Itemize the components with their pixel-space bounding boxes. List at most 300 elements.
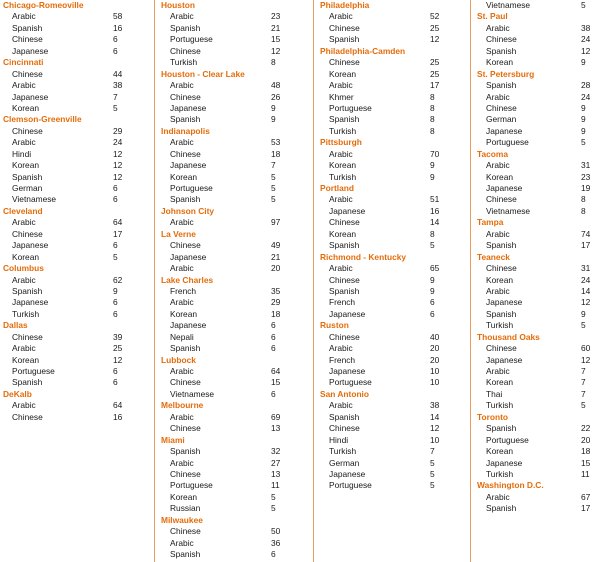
language-name: Spanish — [486, 308, 517, 319]
language-row — [161, 332, 313, 343]
language-row — [477, 366, 600, 377]
language-count: 5 — [430, 240, 435, 251]
city-heading: Thousand Oaks — [477, 331, 540, 342]
language-name: Spanish — [486, 80, 517, 91]
language-row — [161, 503, 313, 514]
city-group — [161, 69, 313, 126]
language-row — [161, 103, 313, 114]
language-row — [320, 57, 470, 68]
language-count: 38 — [113, 80, 123, 91]
language-count: 6 — [113, 45, 118, 56]
language-count: 67 — [581, 491, 591, 502]
language-row — [161, 469, 313, 480]
city-group — [161, 400, 313, 434]
language-name: Arabic — [170, 537, 194, 548]
language-row — [161, 458, 313, 469]
city-heading: Tampa — [477, 217, 504, 228]
language-count: 5 — [271, 194, 276, 205]
language-row — [320, 240, 470, 251]
language-name: Japanese — [329, 205, 366, 216]
language-row — [320, 206, 470, 217]
language-name: Japanese — [170, 102, 207, 113]
language-name: Portuguese — [329, 377, 372, 388]
city-heading: Ruston — [320, 320, 349, 331]
language-name: Arabic — [170, 263, 194, 274]
language-name: Korean — [486, 377, 514, 388]
language-name: Chinese — [12, 411, 43, 422]
language-row — [320, 435, 470, 446]
language-name: Arabic — [329, 148, 353, 159]
language-count: 62 — [113, 274, 123, 285]
city-group — [3, 57, 154, 114]
language-count: 9 — [430, 171, 435, 182]
language-name: German — [486, 114, 517, 125]
city-heading: Melbourne — [161, 400, 204, 411]
language-count: 6 — [271, 343, 276, 354]
city-heading: Houston - Clear Lake — [161, 68, 245, 79]
language-row — [320, 423, 470, 434]
language-count: 9 — [581, 57, 586, 68]
language-count: 6 — [113, 194, 118, 205]
language-name: Chinese — [329, 274, 360, 285]
language-row — [320, 194, 470, 205]
language-name: Arabic — [329, 400, 353, 411]
language-row — [320, 172, 470, 183]
language-name: Portuguese — [329, 480, 372, 491]
language-row — [3, 46, 154, 57]
language-row — [320, 366, 470, 377]
language-count: 12 — [113, 354, 123, 365]
city-heading: Philadelphia-Camden — [320, 45, 406, 56]
language-count: 17 — [581, 503, 591, 514]
language-name: French — [329, 297, 356, 308]
language-count: 31 — [581, 160, 591, 171]
language-count: 5 — [581, 320, 586, 331]
language-count: 9 — [581, 125, 586, 136]
language-count: 22 — [581, 423, 591, 434]
language-row — [320, 458, 470, 469]
language-count: 6 — [113, 183, 118, 193]
language-name: Spanish — [329, 34, 360, 45]
language-count: 20 — [430, 354, 440, 365]
city-group — [161, 275, 313, 355]
language-name: Spanish — [486, 240, 517, 251]
language-name: German — [12, 183, 43, 193]
language-row — [320, 34, 470, 45]
language-count: 97 — [271, 217, 281, 228]
language-row — [320, 114, 470, 125]
language-name: Vietnamese — [12, 194, 57, 205]
language-count: 5 — [271, 171, 276, 182]
language-row — [161, 80, 313, 91]
language-row — [3, 11, 154, 22]
language-name: Chinese — [486, 194, 517, 205]
language-row — [477, 126, 600, 137]
language-row — [161, 194, 313, 205]
language-row — [161, 423, 313, 434]
language-row — [320, 103, 470, 114]
language-row — [161, 11, 313, 22]
language-count: 8 — [271, 57, 276, 68]
language-count: 5 — [271, 503, 276, 514]
language-row — [161, 492, 313, 503]
language-count: 13 — [271, 468, 281, 479]
language-row — [3, 309, 154, 320]
city-heading: Lubbock — [161, 354, 196, 365]
language-row — [161, 389, 313, 400]
language-row — [477, 183, 600, 194]
language-row — [320, 446, 470, 457]
language-count: 15 — [271, 34, 281, 45]
language-row — [477, 377, 600, 388]
language-count: 39 — [113, 331, 123, 342]
language-count: 9 — [430, 160, 435, 171]
city-heading: Milwaukee — [161, 514, 203, 525]
language-name: Chinese — [486, 34, 517, 45]
language-count: 25 — [113, 343, 123, 354]
language-count: 74 — [581, 228, 591, 239]
language-count: 36 — [271, 537, 281, 548]
language-row — [477, 469, 600, 480]
language-row — [161, 46, 313, 57]
language-count: 18 — [581, 446, 591, 457]
language-count: 16 — [113, 411, 123, 422]
language-row — [477, 46, 600, 57]
language-name: Spanish — [170, 194, 201, 205]
language-count: 48 — [271, 80, 281, 91]
language-count: 64 — [113, 400, 123, 411]
language-name: Portuguese — [170, 183, 213, 193]
language-name: Portuguese — [170, 480, 213, 491]
language-count: 10 — [430, 377, 440, 388]
language-row — [161, 446, 313, 457]
language-name: Arabic — [170, 80, 194, 91]
language-name: Chinese — [486, 343, 517, 354]
language-count: 23 — [581, 171, 591, 182]
language-row — [161, 366, 313, 377]
language-row — [477, 240, 600, 251]
language-row — [477, 229, 600, 240]
language-count: 14 — [430, 411, 440, 422]
city-group — [3, 0, 154, 57]
language-count: 9 — [113, 285, 118, 296]
language-row — [3, 34, 154, 45]
language-row — [477, 206, 600, 217]
language-name: Arabic — [486, 91, 510, 102]
language-row — [477, 297, 600, 308]
language-count: 13 — [271, 423, 281, 434]
language-name: Arabic — [12, 400, 36, 411]
language-row — [161, 377, 313, 388]
language-name: Portuguese — [486, 434, 529, 445]
language-name: Japanese — [12, 240, 49, 251]
language-name: Spanish — [329, 114, 360, 125]
language-count: 6 — [271, 388, 276, 399]
language-row — [161, 343, 313, 354]
language-count: 10 — [430, 434, 440, 445]
language-name: Chinese — [170, 240, 201, 251]
table-column — [161, 0, 314, 562]
language-name: Chinese — [170, 423, 201, 434]
language-count: 6 — [113, 240, 118, 251]
language-count: 16 — [113, 22, 123, 33]
language-name: Japanese — [12, 297, 49, 308]
language-name: Arabic — [329, 194, 353, 205]
language-count: 9 — [271, 114, 276, 125]
language-count: 12 — [581, 297, 591, 308]
language-row — [161, 92, 313, 103]
language-name: Korean — [486, 57, 514, 68]
language-name: German — [329, 457, 360, 468]
city-group — [161, 435, 313, 515]
language-name: Turkish — [486, 468, 514, 479]
language-row — [3, 366, 154, 377]
language-row — [3, 92, 154, 103]
language-name: Turkish — [329, 171, 357, 182]
language-count: 7 — [430, 446, 435, 457]
language-name: Korean — [329, 160, 357, 171]
language-row — [3, 377, 154, 388]
city-group — [320, 320, 470, 389]
language-row — [3, 69, 154, 80]
city-group — [3, 114, 154, 206]
language-row — [320, 263, 470, 274]
language-name: Thai — [486, 388, 503, 399]
language-row — [3, 126, 154, 137]
language-row — [3, 286, 154, 297]
language-count: 21 — [271, 22, 281, 33]
language-count: 9 — [271, 102, 276, 113]
language-count: 7 — [581, 377, 586, 388]
language-row — [320, 92, 470, 103]
city-heading: Miami — [161, 434, 185, 445]
language-name: Vietnamese — [170, 388, 215, 399]
city-heading: Johnson City — [161, 205, 215, 216]
language-count: 16 — [430, 205, 440, 216]
language-name: Chinese — [170, 45, 201, 56]
city-group — [320, 389, 470, 492]
language-count: 51 — [430, 194, 440, 205]
language-row — [320, 11, 470, 22]
language-name: Arabic — [486, 366, 510, 376]
language-name: Korean — [170, 171, 198, 182]
city-heading: Clemson-Greenville — [3, 114, 82, 125]
language-name: Chinese — [170, 468, 201, 479]
city-group — [477, 332, 600, 412]
language-row — [161, 412, 313, 423]
language-row — [161, 286, 313, 297]
language-count: 5 — [430, 480, 435, 491]
language-name: Korean — [329, 68, 357, 79]
city-group — [161, 206, 313, 229]
language-name: Chinese — [486, 263, 517, 274]
language-row — [161, 183, 313, 194]
language-count: 6 — [113, 377, 118, 388]
language-row — [477, 0, 600, 11]
language-row — [477, 503, 600, 514]
language-row — [477, 320, 600, 331]
language-count: 17 — [581, 240, 591, 251]
city-heading: Columbus — [3, 263, 44, 274]
language-count: 14 — [581, 285, 591, 296]
language-row — [3, 297, 154, 308]
language-count: 11 — [581, 468, 590, 479]
language-row — [320, 297, 470, 308]
language-count: 15 — [271, 377, 281, 388]
language-name: Arabic — [486, 160, 510, 171]
language-name: Arabic — [170, 137, 194, 148]
language-count: 60 — [581, 343, 591, 354]
language-row — [477, 194, 600, 205]
language-name: Vietnamese — [486, 0, 531, 10]
language-name: Portuguese — [170, 34, 213, 45]
language-name: Japanese — [329, 468, 366, 479]
language-row — [320, 160, 470, 171]
language-row — [161, 538, 313, 549]
language-row — [161, 23, 313, 34]
language-count: 18 — [271, 308, 281, 319]
language-row — [477, 435, 600, 446]
language-count: 12 — [271, 45, 281, 56]
language-count: 6 — [113, 297, 118, 308]
language-count: 38 — [430, 400, 440, 411]
language-row — [3, 194, 154, 205]
language-count: 23 — [271, 11, 281, 22]
language-count: 6 — [430, 308, 435, 319]
language-row — [320, 286, 470, 297]
language-row — [320, 412, 470, 423]
city-group — [3, 206, 154, 263]
language-row — [320, 69, 470, 80]
language-name: Chinese — [329, 22, 360, 33]
language-count: 20 — [581, 434, 591, 445]
city-heading: Lake Charles — [161, 274, 214, 285]
language-name: Spanish — [12, 22, 43, 33]
language-row — [477, 80, 600, 91]
language-count: 8 — [430, 102, 435, 113]
language-count: 18 — [271, 148, 281, 159]
language-row — [477, 355, 600, 366]
language-row — [161, 160, 313, 171]
language-name: Chinese — [12, 68, 43, 79]
language-name: Japanese — [486, 183, 523, 193]
language-row — [477, 458, 600, 469]
city-heading: San Antonio — [320, 388, 370, 399]
language-count: 29 — [271, 297, 281, 308]
language-row — [320, 229, 470, 240]
language-name: Korean — [12, 251, 40, 262]
language-name: Spanish — [170, 446, 201, 457]
city-group — [161, 0, 313, 69]
language-name: Spanish — [486, 503, 517, 514]
language-count: 6 — [113, 34, 118, 45]
language-row — [3, 240, 154, 251]
language-count: 8 — [581, 194, 586, 205]
language-name: Korean — [486, 446, 514, 457]
city-group — [3, 263, 154, 320]
language-name: Chinese — [170, 148, 201, 159]
language-count: 24 — [581, 34, 591, 45]
language-count: 5 — [271, 491, 276, 502]
language-name: Nepali — [170, 331, 194, 342]
language-name: Arabic — [170, 411, 194, 422]
language-name: Korean — [329, 228, 357, 239]
language-row — [3, 183, 154, 194]
language-name: Turkish — [12, 308, 40, 319]
language-name: Vietnamese — [486, 205, 531, 216]
language-name: Arabic — [12, 217, 36, 228]
language-count: 64 — [113, 217, 123, 228]
language-name: Chinese — [170, 91, 201, 102]
language-name: Arabic — [12, 137, 36, 148]
city-group — [477, 11, 600, 68]
language-row — [161, 240, 313, 251]
language-count: 12 — [113, 160, 123, 171]
language-count: 8 — [581, 205, 586, 216]
language-count: 5 — [430, 468, 435, 479]
language-row — [3, 252, 154, 263]
city-heading: Dallas — [3, 320, 28, 331]
language-name: Spanish — [329, 285, 360, 296]
language-name: Spanish — [329, 240, 360, 251]
language-count: 40 — [430, 331, 440, 342]
language-count: 12 — [113, 148, 123, 159]
city-heading: Houston — [161, 0, 195, 10]
language-count: 70 — [430, 148, 440, 159]
language-count: 26 — [271, 91, 281, 102]
language-row — [161, 263, 313, 274]
language-name: Japanese — [486, 354, 523, 365]
language-count: 14 — [430, 217, 440, 228]
language-name: Arabic — [329, 343, 353, 354]
language-row — [320, 377, 470, 388]
language-name: Korean — [170, 308, 198, 319]
language-count: 35 — [271, 285, 281, 296]
language-count: 5 — [271, 183, 276, 193]
city-group — [477, 149, 600, 218]
language-count: 29 — [113, 125, 123, 136]
language-count: 38 — [581, 22, 591, 33]
language-row — [477, 309, 600, 320]
language-name: Arabic — [329, 263, 353, 274]
language-name: Japanese — [12, 45, 49, 56]
city-group — [477, 480, 600, 514]
city-group — [477, 252, 600, 332]
language-count: 49 — [271, 240, 281, 251]
language-count: 6 — [271, 331, 276, 342]
language-name: Spanish — [170, 549, 201, 559]
language-row — [3, 332, 154, 343]
city-group — [320, 137, 470, 183]
language-name: Arabic — [170, 457, 194, 468]
language-count: 20 — [271, 263, 281, 274]
language-count: 5 — [581, 137, 586, 148]
language-count: 6 — [113, 366, 118, 376]
city-group — [320, 252, 470, 321]
language-row — [477, 263, 600, 274]
language-count: 5 — [430, 457, 435, 468]
city-group — [161, 126, 313, 206]
language-count: 7 — [113, 91, 118, 102]
language-count: 5 — [113, 251, 118, 262]
language-count: 7 — [581, 366, 586, 376]
language-name: French — [170, 285, 197, 296]
language-count: 53 — [271, 137, 281, 148]
language-row — [3, 149, 154, 160]
language-row — [161, 34, 313, 45]
city-group — [161, 229, 313, 275]
language-count: 5 — [581, 400, 586, 411]
